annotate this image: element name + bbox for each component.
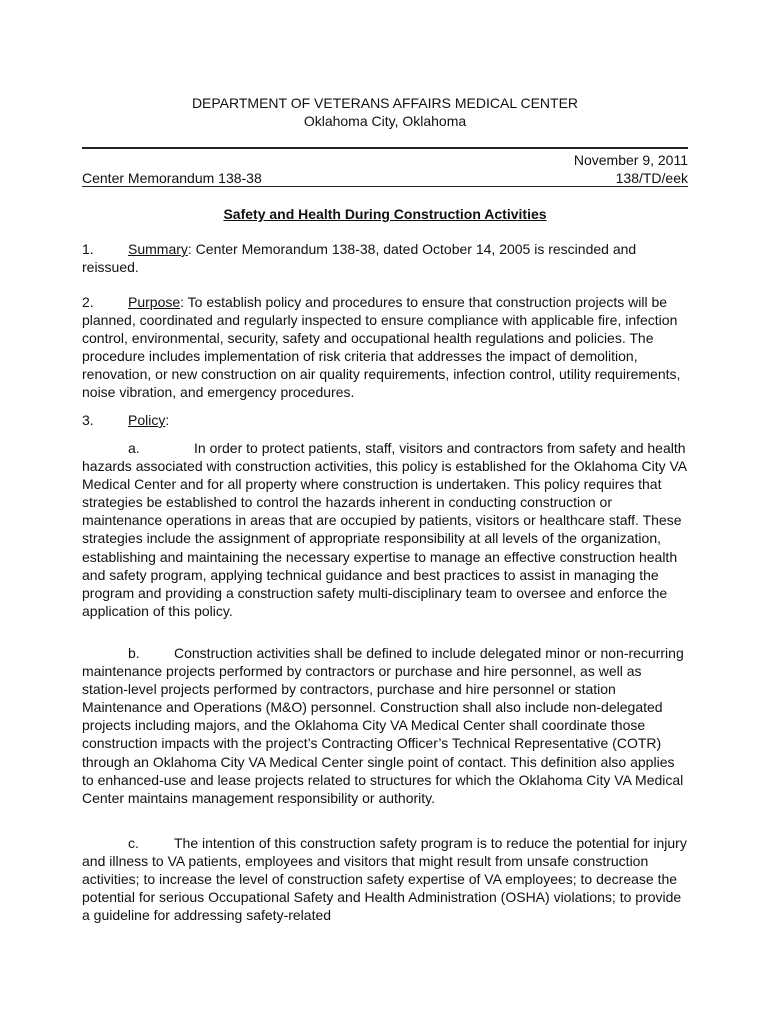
item-label: c. <box>128 835 139 851</box>
memo-underline <box>82 186 688 187</box>
section-text: : Center Memorandum 138-38, dated October 14, 2005 is rescinded and reissued. <box>82 241 637 276</box>
item-text: The intention of this construction safety program is to reduce the potential for injury and illness to VA patients, employees and visitors that might result from unsafe construction activities; to increase the level of construction safety expertise of VA employees; to decrease the potential for serious Occupational Safety and Health Administration (OSHA) violations; to provide a guideline for addressing safety-related <box>82 835 687 924</box>
memo-date-row <box>82 151 688 169</box>
item-label: b. <box>128 645 140 661</box>
section-purpose <box>82 293 688 402</box>
section-text: : To establish policy and procedures to ensure that construction projects will be planned, coordinated and regularly inspected to ensure compliance with applicable fire, infection control, environmental, security, safety and occupational health regulations and policies. The procedure includes implementation of risk criteria that addresses the impact of demolition, renovation, or new construction on air quality requirements, infection control, utility requirements, noise vibration, and emergency procedures. <box>82 294 681 401</box>
item-text: Construction activities shall be defined to include delegated minor or non-recurring maintenance projects performed by contractors or purchase and hire personnel, as well as station-level projects performed by contractors, purchase and hire personnel or station Maintenance and Operations (M&O) personnel. Construction shall also include non-delegated projects including majors, and the Oklahoma City VA Medical Center shall coordinate those construction impacts with the project’s Contracting Officer’s Technical Representative (COTR) through an Oklahoma City VA Medical Center single point of contact. This definition also applies to enhanced-use and lease projects related to structures for which the Oklahoma City VA Medical Center maintains management responsibility or authority. <box>82 645 684 806</box>
section-number: 1. <box>82 241 94 257</box>
section-text: : <box>165 412 170 428</box>
section-heading: Summary <box>128 241 188 257</box>
memo-number: Center Memorandum 138-38 <box>82 170 262 186</box>
section-summary <box>82 240 688 276</box>
section-policy <box>82 411 688 429</box>
policy-item-c <box>82 834 688 924</box>
policy-item-b <box>82 644 688 807</box>
header-rule <box>82 147 688 149</box>
location-heading: Oklahoma City, Oklahoma <box>303 113 467 129</box>
section-heading: Policy <box>128 412 166 428</box>
section-number: 2. <box>82 294 94 310</box>
memo-date: November 9, 2011 <box>573 152 688 168</box>
memo-number-row <box>82 169 688 187</box>
item-label: a. <box>128 440 140 456</box>
item-text: In order to protect patients, staff, visitors and contractors from safety and health hazards associated with construction activities, this policy is established for the Oklahoma City VA Medical Center and for all property where construction is undertaken. This policy requires that strategies be established to control the hazards inherent in conducting construction or maintenance operations in areas that are occupied by patients, visitors or healthcare staff. These strategies include the assignment of appropriate responsibility at all levels of the organization, establishing and maintaining the necessary expertise to manage an effective construction health and safety program, applying technical guidance and best practices to assist in managing the program and providing a construction safety multi-disciplinary team to oversee and enforce the application of this policy. <box>82 440 687 619</box>
policy-item-a <box>82 439 688 620</box>
document-title: Safety and Health During Construction Activities <box>223 206 547 222</box>
section-heading: Purpose <box>128 294 181 310</box>
memo-reference: 138/TD/eek <box>615 170 688 186</box>
document-page <box>82 0 688 1024</box>
agency-heading: DEPARTMENT OF VETERANS AFFAIRS MEDICAL CENTER <box>191 95 579 111</box>
section-number: 3. <box>82 412 94 428</box>
